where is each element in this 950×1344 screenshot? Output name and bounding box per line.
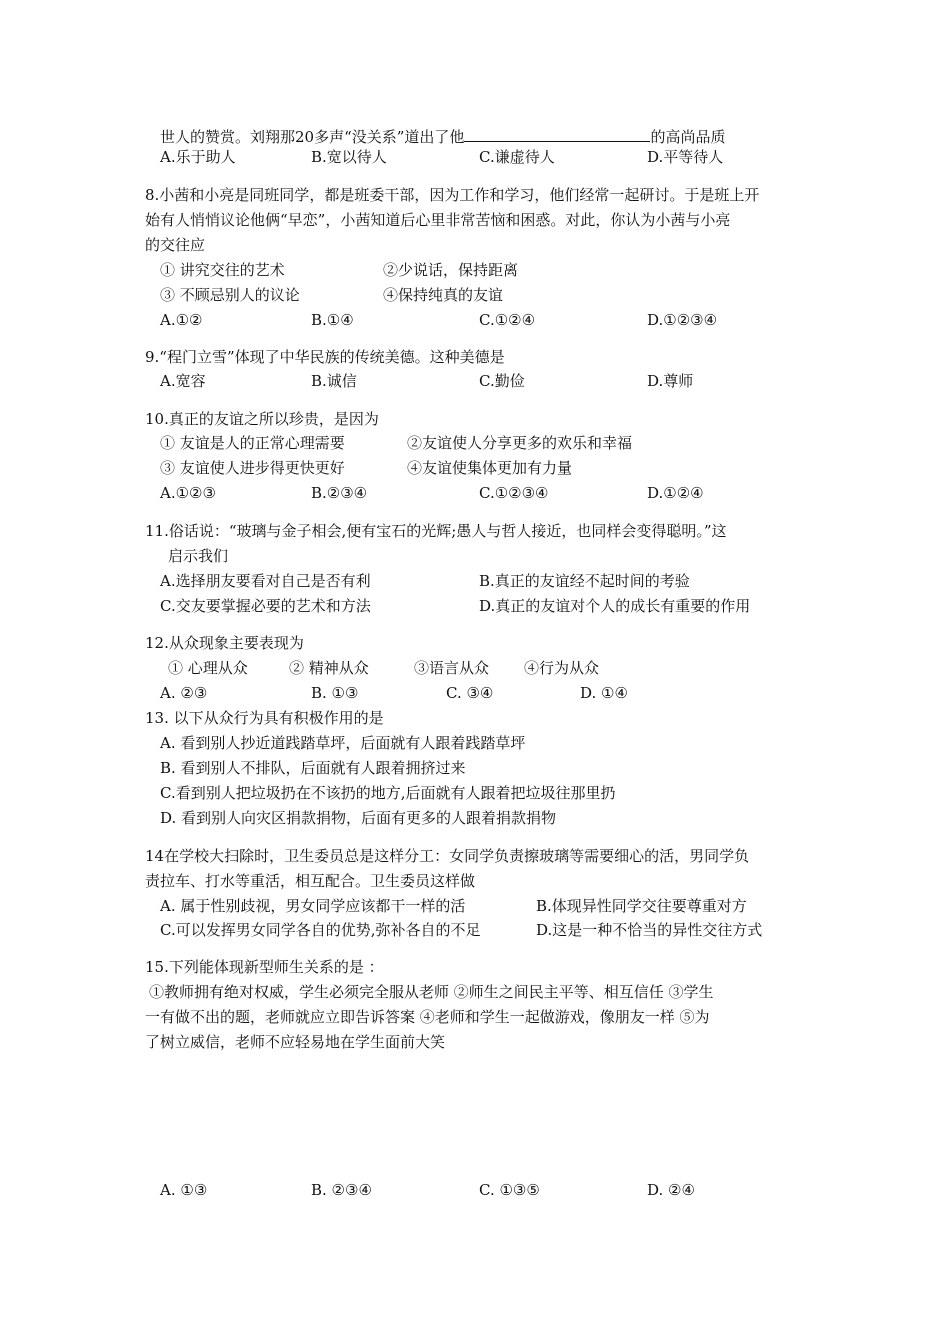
q15-option-a: A. ①③ xyxy=(160,1181,208,1199)
q10-item-3: ③ 友谊使人进步得更快更好 xyxy=(160,459,345,477)
q13-option-b: B. 看到别人不排队，后面就有人跟着拥挤过来 xyxy=(160,759,466,777)
q12-option-b: B. ①③ xyxy=(311,684,359,702)
q8-option-a: A.①② xyxy=(160,311,203,329)
q7-option-a: A.乐于助人 xyxy=(160,148,236,166)
q10-item-4: ④友谊使集体更加有力量 xyxy=(407,459,573,477)
q13-option-d: D. 看到别人向灾区捐款捐物，后面有更多的人跟着捐款捐物 xyxy=(160,809,557,827)
q8-option-b: B.①④ xyxy=(311,311,354,329)
q7-option-c: C.谦虚待人 xyxy=(479,148,555,166)
q12-item-2: ② 精神从众 xyxy=(289,659,369,677)
q8-stem-line-1: 8.小茜和小亮是同班同学，都是班委干部，因为工作和学习，他们经常一起研讨。于是班上开 xyxy=(145,186,760,204)
q7-stem-pre: 世人的赞赏。刘翔那20多声“没关系”道出了他 xyxy=(160,128,465,146)
q15-items-line-3: 了树立威信，老师不应轻易地在学生面前大笑 xyxy=(145,1033,446,1051)
q7-option-b: B.宽以待人 xyxy=(311,148,387,166)
q10-option-c: C.①②③④ xyxy=(479,484,549,502)
q8-option-d: D.①②③④ xyxy=(647,311,718,329)
q12-item-4: ④行为从众 xyxy=(524,659,600,677)
q14-option-c: C.可以发挥男女同学各自的优势,弥补各自的不足 xyxy=(160,921,481,939)
q14-stem-line-2: 责拉车、打水等重活，相互配合。卫生委员这样做 xyxy=(145,872,476,890)
q8-item-3: ③ 不顾忌别人的议论 xyxy=(160,286,300,304)
q15-option-c: C. ①③⑤ xyxy=(479,1181,540,1199)
q7-stem-post: 的高尚品质 xyxy=(650,128,726,146)
q9-option-b: B.诚信 xyxy=(311,372,357,390)
q11-stem-line-2: 启示我们 xyxy=(168,547,229,565)
q8-stem-line-3: 的交往应 xyxy=(145,236,206,254)
q14-option-a: A. 属于性别歧视，男女同学应该都干一样的活 xyxy=(160,897,466,915)
q12-option-a: A. ②③ xyxy=(160,684,208,702)
q8-stem-line-2: 始有人悄悄议论他俩“早恋”，小茜知道后心里非常苦恼和困惑。对此，你认为小茜与小亮 xyxy=(145,211,731,229)
q10-stem: 10.真正的友谊之所以珍贵，是因为 xyxy=(145,410,379,428)
q15-items-line-2: 一有做不出的题，老师就应立即告诉答案 ④老师和学生一起做游戏，像朋友一样 ⑤为 xyxy=(145,1008,710,1026)
q9-stem: 9.“程门立雪”体现了中华民族的传统美德。这种美德是 xyxy=(145,348,505,366)
q11-stem-line-1: 11.俗话说：“玻璃与金子相会,便有宝石的光辉;愚人与哲人接近，也同样会变得聪明。”这 xyxy=(145,522,727,540)
q10-option-b: B.②③④ xyxy=(311,484,368,502)
q8-item-1: ① 讲究交往的艺术 xyxy=(160,261,285,279)
q10-item-1: ① 友谊是人的正常心理需要 xyxy=(160,434,345,452)
q7-answer-blank xyxy=(464,126,650,142)
q12-item-3: ③语言从众 xyxy=(414,659,490,677)
q7-stem xyxy=(160,126,725,146)
q15-items-line-1: ①教师拥有绝对权威，学生必须完全服从老师 ②师生之间民主平等、相互信任 ③学生 xyxy=(149,983,714,1001)
q9-option-d: D.尊师 xyxy=(647,372,694,390)
q10-option-d: D.①②④ xyxy=(647,484,704,502)
q11-option-b: B.真正的友谊经不起时间的考验 xyxy=(479,572,690,590)
q8-option-c: C.①②④ xyxy=(479,311,536,329)
q13-option-a: A. 看到别人抄近道践踏草坪，后面就有人跟着践踏草坪 xyxy=(160,734,526,752)
q15-option-b: B. ②③④ xyxy=(311,1181,372,1199)
q10-option-a: A.①②③ xyxy=(160,484,216,502)
q11-option-a: A.选择朋友要看对自己是否有利 xyxy=(160,572,371,590)
q11-option-c: C.交友要掌握必要的艺术和方法 xyxy=(160,597,371,615)
q10-item-2: ②友谊使人分享更多的欢乐和幸福 xyxy=(407,434,633,452)
q9-option-a: A.宽容 xyxy=(160,372,206,390)
q15-option-d: D. ②④ xyxy=(647,1181,695,1199)
q13-option-c: C.看到别人把垃圾扔在不该扔的地方,后面就有人跟着把垃圾往那里扔 xyxy=(160,784,616,802)
q8-item-4: ④保持纯真的友谊 xyxy=(383,286,504,304)
q14-stem-line-1: 14在学校大扫除时，卫生委员总是这样分工：女同学负责擦玻璃等需要细心的活，男同学负 xyxy=(145,847,750,865)
q14-option-d: D.这是一种不恰当的异性交往方式 xyxy=(536,921,763,939)
q9-option-c: C.勤俭 xyxy=(479,372,525,390)
q13-stem: 13. 以下从众行为具有积极作用的是 xyxy=(145,709,384,727)
q12-stem: 12.从众现象主要表现为 xyxy=(145,634,304,652)
q8-item-2: ②少说话，保持距离 xyxy=(383,261,519,279)
q12-option-d: D. ①④ xyxy=(580,684,628,702)
q11-option-d: D.真正的友谊对个人的成长有重要的作用 xyxy=(479,597,751,615)
q14-option-b: B.体现异性同学交往要尊重对方 xyxy=(536,897,747,915)
q12-item-1: ① 心理从众 xyxy=(168,659,248,677)
q12-option-c: C. ③④ xyxy=(446,684,494,702)
q7-option-d: D.平等待人 xyxy=(647,148,724,166)
q15-stem: 15.下列能体现新型师生关系的是 ： xyxy=(145,958,384,976)
